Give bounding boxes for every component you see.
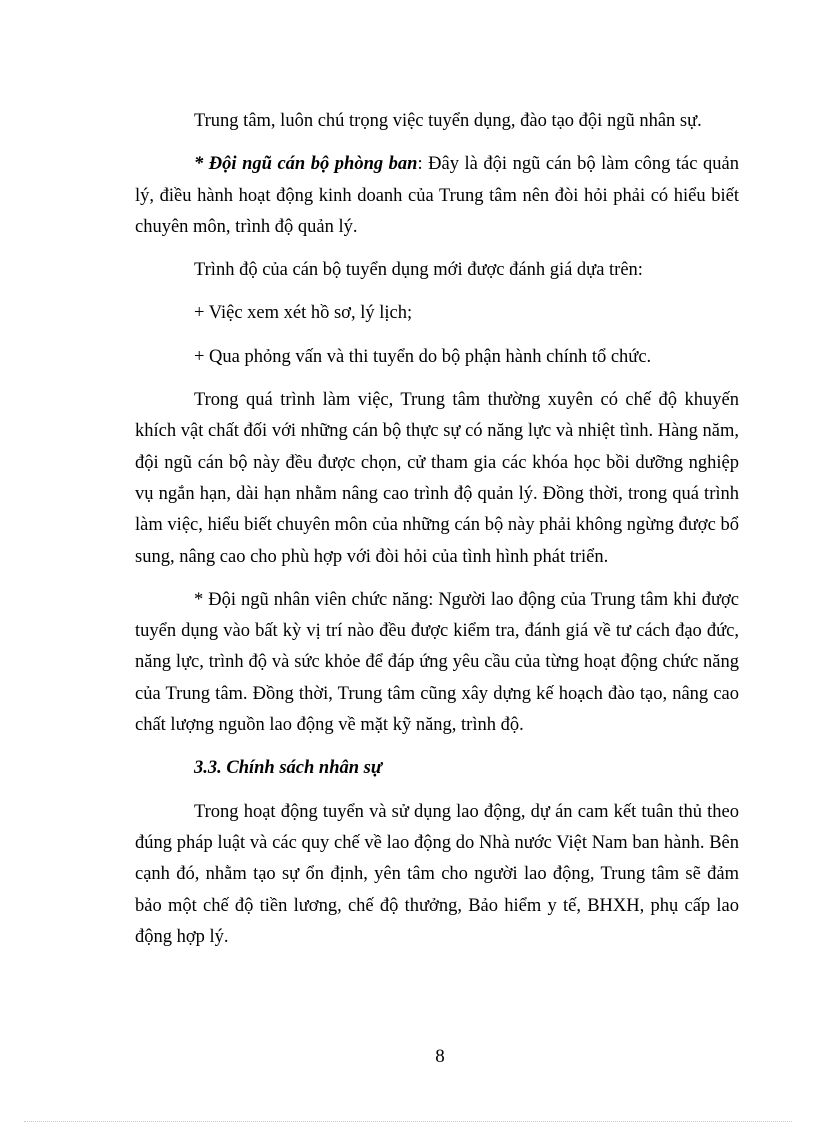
list-item-interview: + Qua phỏng vấn và thi tuyển do bộ phận hành chính tổ chức. [194, 346, 652, 367]
paragraph-incentives: Trong quá trình làm việc, Trung tâm thường xuyên có chế độ khuyến khích vật chất đối với những cán bộ thực sự có năng lực và nhiệt tình. Hàng năm, đội ngũ cán bộ này đều được chọn, cử tham gia các khóa học bồi dưỡng nghiệp vụ ngắn hạn, dài hạn nhằm nâng cao trình độ quản lý. Đồng thời, trong quá trình làm việc, hiểu biết chuyên môn của những cán bộ này phải không ngừng được bổ sung, nâng cao cho phù hợp với đòi hỏi của tình hình phát triển. [135, 390, 739, 567]
paragraph-recruitment-criteria: Trình độ của cán bộ tuyển dụng mới được đánh giá dựa trên: [194, 260, 643, 281]
page-body [135, 106, 739, 953]
paragraph-lead-department-staff: * Đội ngũ cán bộ phòng ban [194, 154, 418, 175]
paragraph-department-staff: * Đội ngũ cán bộ phòng ban: Đây là đội ngũ cán bộ làm công tác quản lý, điều hành hoạt động kinh doanh của Trung tâm nên đòi hỏi phải có hiểu biết chuyên môn, trình độ quản lý. [135, 154, 739, 237]
page-number: 8 [435, 1046, 445, 1067]
list-item-records: + Việc xem xét hồ sơ, lý lịch; [194, 303, 413, 324]
paragraph-functional-staff: * Đội ngũ nhân viên chức năng: Người lao động của Trung tâm khi được tuyển dụng vào bất kỳ vị trí nào đều được kiểm tra, đánh giá về tư cách đạo đức, năng lực, trình độ và sức khỏe để đáp ứng yêu cầu của từng hoạt động chức năng của Trung tâm. Đồng thời, Trung tâm cũng xây dựng kế hoạch đào tạo, nâng cao chất lượng nguồn lao động về mặt kỹ năng, trình độ. [135, 589, 739, 736]
section-heading: 3.3. Chính sách nhân sự [194, 758, 382, 779]
paragraph-intro: Trung tâm, luôn chú trọng việc tuyển dụng, đào tạo đội ngũ nhân sự. [194, 111, 702, 131]
footer-divider [24, 1121, 792, 1122]
paragraph-hr-policy: Trong hoạt động tuyển và sử dụng lao động, dự án cam kết tuân thủ theo đúng pháp luật và các quy chế về lao động do Nhà nước Việt Nam ban hành. Bên cạnh đó, nhằm tạo sự ổn định, yên tâm cho người lao động, Trung tâm sẽ đảm bảo một chế độ tiền lương, chế độ thưởng, Bảo hiểm y tế, BHXH, phụ cấp lao động hợp lý. [135, 801, 739, 947]
